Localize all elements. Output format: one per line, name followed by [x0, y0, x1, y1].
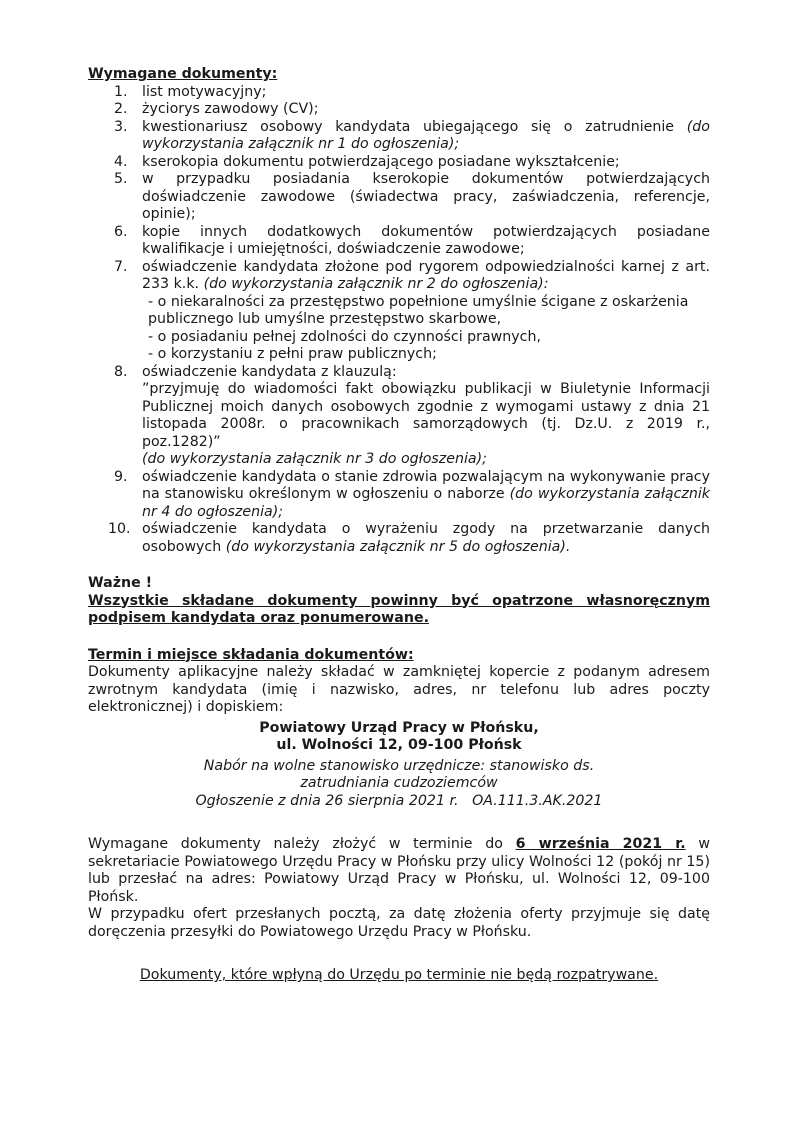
closing-note: Dokumenty, które wpłyną do Urzędu po terminie nie będą rozpatrywane.: [139, 967, 659, 983]
deadline-date: 6 września 2021 r.: [515, 836, 686, 852]
announcement-line: Ogłoszenie z dnia 26 sierpnia 2021 r. OA.111.3.AK.2021: [195, 792, 603, 809]
recruitment-note: Nabór na wolne stanowisko urzędnicze: stanowisko ds. zatrudniania cudzoziemców: [203, 757, 595, 791]
list-item: 4. kserokopia dokumentu potwierdzającego posiadane wykształcenie;: [114, 153, 620, 170]
deadline-paragraph: Wymagane dokumenty należy złożyć w terminie do 6 września 2021 r. w sekretariacie Powiatowego Urzędu Pracy w Płońsku przy ulicy Wolności 12 (pokój nr 15) lub przesłać na adres: Powiatowy Urząd Pracy w Płońsku, ul. Wolności 12, 09-100 Płońsk.: [88, 836, 710, 905]
attachment-note: (do wykorzystania załącznik nr 3 do ogłoszenia);: [142, 451, 487, 467]
required-documents-heading: Wymagane dokumenty:: [88, 66, 278, 82]
sublist-item: - o korzystaniu z pełni praw publicznych;: [148, 346, 437, 362]
list-item: 5. w przypadku posiadania kserokopie dokumentów potwierdzających doświadczenie zawodowe (świadectwa pracy, zaświadczenia, referencje, opinie);: [114, 171, 710, 222]
list-item: 2. życiorys zawodowy (CV);: [114, 101, 319, 117]
important-label: Ważne !: [88, 575, 153, 591]
list-item: 9. oświadczenie kandydata o stanie zdrowia pozwalającym na wykonywanie pracy na stanowisku określonym w ogłoszeniu o naborze (do wykorzystania załącznik nr 4 do ogłoszenia);: [114, 468, 710, 520]
list-item: 10. oświadczenie kandydata o wyrażeniu zgody na przetwarzanie danych osobowych (do wykorzystania załącznik nr 5 do ogłoszenia).: [108, 521, 710, 555]
clause-quote: ”przyjmuję do wiadomości fakt obowiązku publikacji w Biuletynie Informacji Publicznej moich danych osobowych zgodnie z wymogami ustawy z dnia 21 listopada 2008r. o pracownikach samorządowych (tj. Dz.U. z 2019 r., poz.1282)”: [142, 381, 710, 450]
list-item: 1. list motywacyjny;: [114, 83, 267, 100]
list-item: 6. kopie innych dodatkowych dokumentów potwierdzających posiadane kwalifikacje i umiejętności, doświadczenie zawodowe;: [114, 223, 710, 257]
important-text: Wszystkie składane dokumenty powinny być opatrzone własnoręcznym podpisem kandydata oraz ponumerowane.: [88, 592, 710, 626]
submission-intro: Dokumenty aplikacyjne należy składać w zamkniętej kopercie z podanym adresem zwrotnym kandydata (imię i nazwisko, adres, nr telefonu lub adres poczty elektronicznej) i dopiskiem:: [88, 664, 710, 715]
list-item: 8. oświadczenie kandydata z klauzulą: ”przyjmuję do wiadomości fakt obowiązku publikacji w Biuletynie Informacji Publicznej moich danych osobowych zgodnie z wymogami ustawy z dnia 21 listopada 2008r. o pracownikach samorządowych (tj. Dz.U. z 2019 r., poz.1282)” (do wykorzystania załącznik nr 3 do ogłoszenia);: [114, 363, 710, 467]
sublist-item: - o niekaralności za przestępstwo popełnione umyślnie ścigane z oskarżenia publicznego lub umyślne przestępstwo skarbowe,: [148, 293, 689, 327]
document-content: [88, 66, 710, 985]
submission-heading: Termin i miejsce składania dokumentów:: [88, 646, 414, 663]
required-documents-list: [88, 84, 710, 557]
sublist-item: - o posiadaniu pełnej zdolności do czynności prawnych,: [148, 328, 541, 345]
address-line-1: Powiatowy Urząd Pracy w Płońsku,: [259, 719, 539, 736]
address-line-2: ul. Wolności 12, 09-100 Płońsk: [276, 737, 522, 753]
declaration-sublist: [142, 294, 710, 364]
postal-note: W przypadku ofert przesłanych pocztą, za datę złożenia oferty przyjmuje się datę doręczenia przesyłki do Powiatowego Urzędu Pracy w Płońsku.: [88, 906, 710, 940]
list-item: 3. kwestionariusz osobowy kandydata ubiegającego się o zatrudnienie (do wykorzystania załącznik nr 1 do ogłoszenia);: [114, 118, 710, 152]
list-item: 7. oświadczenie kandydata złożone pod rygorem odpowiedzialności karnej z art. 233 k.k. (do wykorzystania załącznik nr 2 do ogłoszenia): - o niekaralności za przestępstwo popełnione umyślnie ścigane z oskarżenia publicznego lub umyślne przestępstwo skarbowe, - o posiadaniu pełnej zdolności do czynności prawnych, - o korzystaniu z pełni praw publicznych;: [114, 258, 710, 362]
